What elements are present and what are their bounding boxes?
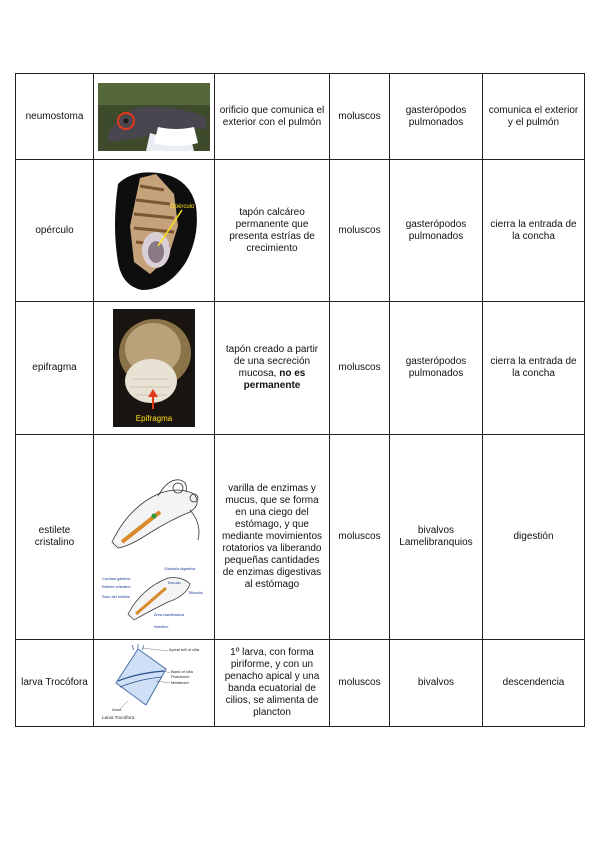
table-row (16, 74, 585, 160)
definition-bold-text: no es permanente (243, 368, 306, 391)
subgroup-cell: bivalvos (390, 640, 483, 727)
function-cell: comunica el exterior y el pulmón (483, 74, 585, 160)
diagram-label: Saco del estilete (102, 595, 130, 599)
slug-pneumostome-photo (98, 83, 210, 151)
function-cell: cierra la entrada de la concha (483, 302, 585, 435)
image-cell (94, 640, 215, 727)
definition-text: tapón creado a partir de una secreción mucosa, (225, 344, 319, 379)
definition-cell: tapón calcáreo permanente que presenta estrías de crecimiento (215, 160, 330, 302)
subgroup-cell: gasterópodos pulmonados (390, 74, 483, 160)
table-row (16, 435, 585, 640)
table-row (16, 640, 585, 727)
table-row (16, 302, 585, 435)
diagram-label: Tiflosolis (188, 591, 203, 595)
image-cell (94, 160, 215, 302)
mollusc-terms-table (15, 73, 585, 727)
definition-cell: varilla de enzimas y mucus, que se forma en una ciego del estómago, y que mediante movimientos rotatorios va liberando pequeñas cantidades de enzimas digestivas al estómago (215, 435, 330, 640)
diagram-label: Anus (112, 707, 122, 712)
term-cell: neumostoma (16, 74, 94, 160)
function-cell: cierra la entrada de la concha (483, 160, 585, 302)
group-cell: moluscos (330, 640, 390, 727)
term-cell: estilete cristalino (16, 435, 94, 640)
diagram-label: Estilete cristalino (102, 585, 131, 589)
table-row (16, 160, 585, 302)
diagram-label: Escudo (168, 581, 181, 585)
group-cell: moluscos (330, 435, 390, 640)
definition-cell (215, 302, 330, 435)
diagram-label: Área clasificadora (154, 613, 185, 617)
image-cell (94, 435, 215, 640)
subgroup-cell: gasterópodos pulmonados (390, 160, 483, 302)
operculum-label: Opérculo (170, 203, 195, 210)
diagram-label: Metatroch (171, 680, 189, 685)
group-cell: moluscos (330, 74, 390, 160)
term-cell: opérculo (16, 160, 94, 302)
subgroup-cell: gasterópodos pulmonados (390, 302, 483, 435)
diagram-label: Apical tuft of cilia (169, 647, 200, 652)
diagram-label: Intestino (154, 625, 169, 629)
diagram-label: Cavidad gástrica (102, 577, 131, 581)
definition-cell: orificio que comunica el exterior con el pulmón (215, 74, 330, 160)
epiphragm-label: Epifragma (135, 414, 173, 423)
image-cell (94, 302, 215, 435)
shell-operculum-photo (104, 166, 204, 296)
snail-epiphragm-photo (113, 309, 195, 427)
diagram-label: Larva Trocófora (102, 715, 135, 720)
group-cell: moluscos (330, 160, 390, 302)
trochophore-larva-diagram (98, 643, 215, 723)
diagram-label: Glándula digestiva (164, 567, 196, 571)
crystalline-style-diagram (98, 438, 215, 636)
diagram-label: Band of cilia (171, 669, 193, 674)
term-cell: larva Trocófora (16, 640, 94, 727)
term-cell: epifragma (16, 302, 94, 435)
function-cell: descendencia (483, 640, 585, 727)
group-cell: moluscos (330, 302, 390, 435)
definition-cell: 1º larva, con forma piriforme, y con un penacho apical y una banda ecuatorial de cilios, se alimenta de plancton (215, 640, 330, 727)
subgroup-cell: bivalvos Lamelibranquios (390, 435, 483, 640)
diagram-label: Prototroch (171, 674, 190, 679)
function-cell: digestión (483, 435, 585, 640)
image-cell (94, 74, 215, 160)
